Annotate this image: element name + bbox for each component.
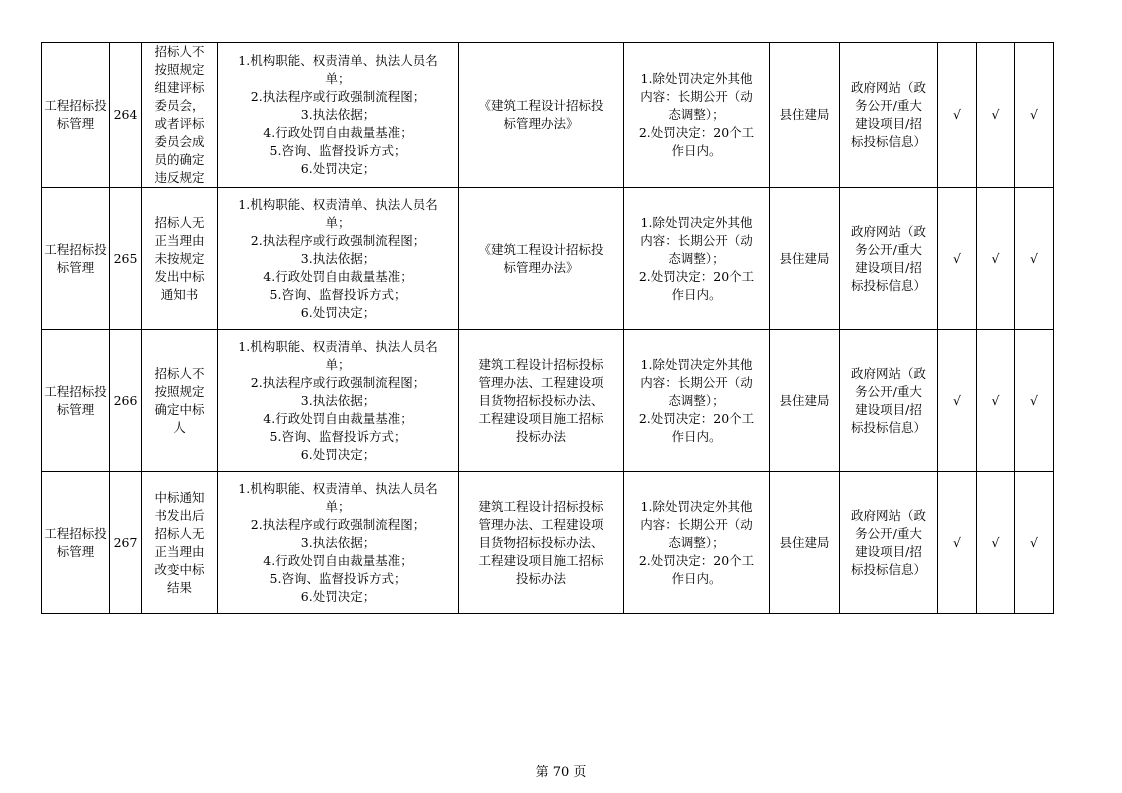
basis-cell xyxy=(459,188,624,330)
item-number: 266 xyxy=(113,392,138,408)
content-cell xyxy=(218,188,459,330)
check-cell xyxy=(1015,188,1054,330)
time-line: 作日内。 xyxy=(671,143,722,158)
time-line: 内容：长期公开（动 xyxy=(640,89,753,104)
time-line: 1.除处罚决定外其他 xyxy=(640,214,753,230)
check-cell xyxy=(938,330,977,472)
channel-line: 标投标信息） xyxy=(850,561,926,577)
channel-line: 务公开/重大 xyxy=(855,241,922,257)
item-line: 招标人无 xyxy=(154,214,205,230)
time-line: 1.除处罚决定外其他 xyxy=(640,71,753,86)
basis-line: 投标办法 xyxy=(515,570,566,586)
subject-text: 县住建局 xyxy=(779,250,830,266)
content-line: 4.行政处罚自由裁量基准； xyxy=(263,410,413,426)
check-cell xyxy=(1015,330,1054,472)
item-cell xyxy=(142,330,218,472)
item-line: 违反规定 xyxy=(154,170,205,185)
content-line: 1.机构职能、权责清单、执法人员名 xyxy=(238,196,438,212)
time-line: 2.处罚决定：20个工 xyxy=(638,410,755,426)
subject-text: 县住建局 xyxy=(779,534,830,550)
basis-line: 标管理办法》 xyxy=(503,116,579,131)
channel-line: 政府网站（政 xyxy=(850,223,926,239)
item-line: 改变中标 xyxy=(154,561,205,577)
content-line: 单； xyxy=(325,71,351,86)
number-cell xyxy=(110,472,142,614)
time-cell xyxy=(624,188,770,330)
check-mark: √ xyxy=(991,107,1000,122)
time-line: 内容：长期公开（动 xyxy=(640,374,753,390)
basis-line: 建筑工程设计招标投标 xyxy=(478,498,604,514)
basis-line: 《建筑工程设计招标投 xyxy=(478,98,604,113)
channel-line: 标投标信息） xyxy=(850,419,926,435)
time-line: 2.处罚决定：20个工 xyxy=(638,125,755,140)
content-line: 单； xyxy=(325,356,351,372)
content-line: 3.执法依据； xyxy=(300,107,376,122)
check-mark: √ xyxy=(953,107,961,122)
channel-line: 标投标信息） xyxy=(850,134,926,149)
category-text: 工程招标投标管理 xyxy=(44,525,107,559)
subject-cell xyxy=(770,188,840,330)
table-row xyxy=(42,330,1054,472)
channel-line: 建设项目/招 xyxy=(855,401,922,417)
time-cell xyxy=(624,472,770,614)
category-text: 工程招标投标管理 xyxy=(44,383,107,417)
check-mark: √ xyxy=(1030,534,1038,550)
content-line: 2.执法程序或行政强制流程图； xyxy=(250,516,426,532)
check-mark: √ xyxy=(991,250,1000,266)
disclosure-table xyxy=(41,42,1054,614)
check-mark: √ xyxy=(953,250,961,266)
time-line: 态调整）； xyxy=(668,107,725,122)
content-line: 3.执法依据； xyxy=(300,534,376,550)
time-line: 作日内。 xyxy=(671,286,722,302)
basis-line: 工程建设项目施工招标 xyxy=(478,552,604,568)
content-line: 3.执法依据； xyxy=(300,392,376,408)
item-line: 委员会成 xyxy=(154,134,205,149)
item-number: 267 xyxy=(113,534,138,550)
check-cell xyxy=(1015,472,1054,614)
item-line: 组建评标 xyxy=(154,80,205,95)
table-body xyxy=(42,43,1054,614)
item-line: 员的确定 xyxy=(154,152,205,167)
channel-line: 务公开/重大 xyxy=(855,383,922,399)
content-line: 6.处罚决定； xyxy=(300,161,376,176)
item-line: 正当理由 xyxy=(154,543,205,559)
time-line: 2.处罚决定：20个工 xyxy=(638,552,755,568)
subject-cell xyxy=(770,43,840,188)
page-number: 第 70 页 xyxy=(535,765,587,780)
content-line: 2.执法程序或行政强制流程图； xyxy=(250,232,426,248)
channel-cell xyxy=(840,330,938,472)
basis-cell xyxy=(459,43,624,188)
content-line: 4.行政处罚自由裁量基准； xyxy=(263,125,413,140)
content-cell xyxy=(218,330,459,472)
content-line: 6.处罚决定； xyxy=(300,446,376,462)
content-cell xyxy=(218,472,459,614)
time-line: 作日内。 xyxy=(671,428,722,444)
channel-line: 政府网站（政 xyxy=(850,507,926,523)
content-line: 单； xyxy=(325,498,351,514)
basis-line: 标管理办法》 xyxy=(503,259,579,275)
category-text: 工程招标投标管理 xyxy=(44,98,107,131)
number-cell xyxy=(110,188,142,330)
number-cell xyxy=(110,330,142,472)
content-line: 4.行政处罚自由裁量基准； xyxy=(263,268,413,284)
content-line: 5.咨询、监督投诉方式； xyxy=(269,143,407,158)
item-cell xyxy=(142,472,218,614)
channel-cell xyxy=(840,188,938,330)
item-line: 委员会， xyxy=(154,98,205,113)
item-cell xyxy=(142,43,218,188)
basis-cell xyxy=(459,472,624,614)
basis-line: 管理办法、工程建设项 xyxy=(478,516,604,532)
item-cell xyxy=(142,188,218,330)
item-line: 按照规定 xyxy=(154,383,205,399)
content-cell xyxy=(218,43,459,188)
item-line: 招标人无 xyxy=(154,525,205,541)
item-number: 264 xyxy=(113,107,138,122)
channel-line: 政府网站（政 xyxy=(850,365,926,381)
basis-line: 《建筑工程设计招标投 xyxy=(478,241,604,257)
subject-cell xyxy=(770,472,840,614)
check-cell xyxy=(977,330,1015,472)
table-row xyxy=(42,188,1054,330)
category-text: 工程招标投标管理 xyxy=(44,241,107,275)
basis-line: 工程建设项目施工招标 xyxy=(478,410,604,426)
check-mark: √ xyxy=(953,534,961,550)
category-cell xyxy=(42,472,110,614)
content-line: 5.咨询、监督投诉方式； xyxy=(269,570,407,586)
item-line: 正当理由 xyxy=(154,232,205,248)
content-line: 2.执法程序或行政强制流程图； xyxy=(250,374,426,390)
check-cell xyxy=(938,472,977,614)
check-cell xyxy=(977,188,1015,330)
subject-text: 县住建局 xyxy=(779,392,830,408)
time-line: 态调整）； xyxy=(668,392,725,408)
channel-line: 标投标信息） xyxy=(850,277,926,293)
content-line: 1.机构职能、权责清单、执法人员名 xyxy=(238,53,438,68)
content-line: 2.执法程序或行政强制流程图； xyxy=(250,89,426,104)
check-mark: √ xyxy=(1030,392,1038,408)
time-line: 1.除处罚决定外其他 xyxy=(640,498,753,514)
item-line: 通知书 xyxy=(160,286,199,302)
item-line: 招标人不 xyxy=(154,44,205,59)
item-line: 结果 xyxy=(166,579,192,595)
content-line: 4.行政处罚自由裁量基准； xyxy=(263,552,413,568)
basis-line: 建筑工程设计招标投标 xyxy=(478,356,604,372)
check-cell xyxy=(977,43,1015,188)
item-line: 发出中标 xyxy=(154,268,205,284)
item-line: 确定中标 xyxy=(154,401,205,417)
item-number: 265 xyxy=(113,250,138,266)
time-line: 态调整）； xyxy=(668,250,725,266)
content-line: 5.咨询、监督投诉方式； xyxy=(269,286,407,302)
check-mark: √ xyxy=(991,392,1000,408)
number-cell xyxy=(110,43,142,188)
subject-cell xyxy=(770,330,840,472)
item-line: 按照规定 xyxy=(154,62,205,77)
time-cell xyxy=(624,330,770,472)
item-line: 或者评标 xyxy=(154,116,205,131)
time-line: 内容：长期公开（动 xyxy=(640,232,753,248)
channel-cell xyxy=(840,43,938,188)
basis-line: 目货物招标投标办法、 xyxy=(478,392,604,408)
basis-cell xyxy=(459,330,624,472)
channel-cell xyxy=(840,472,938,614)
basis-line: 投标办法 xyxy=(515,428,566,444)
category-cell xyxy=(42,330,110,472)
time-cell xyxy=(624,43,770,188)
content-line: 1.机构职能、权责清单、执法人员名 xyxy=(238,338,438,354)
channel-line: 务公开/重大 xyxy=(855,98,922,113)
content-line: 1.机构职能、权责清单、执法人员名 xyxy=(238,480,438,496)
item-line: 未按规定 xyxy=(154,250,205,266)
check-mark: √ xyxy=(1030,250,1038,266)
check-cell xyxy=(938,43,977,188)
item-line: 招标人不 xyxy=(154,365,205,381)
basis-line: 管理办法、工程建设项 xyxy=(478,374,604,390)
channel-line: 政府网站（政 xyxy=(850,80,926,95)
check-cell xyxy=(977,472,1015,614)
time-line: 作日内。 xyxy=(671,570,722,586)
content-line: 5.咨询、监督投诉方式； xyxy=(269,428,407,444)
check-cell xyxy=(938,188,977,330)
check-mark: √ xyxy=(953,392,961,408)
item-line: 书发出后 xyxy=(154,507,205,523)
check-cell xyxy=(1015,43,1054,188)
item-line: 中标通知 xyxy=(154,489,205,505)
time-line: 态调整）； xyxy=(668,534,725,550)
category-cell xyxy=(42,188,110,330)
content-line: 6.处罚决定； xyxy=(300,304,376,320)
category-cell xyxy=(42,43,110,188)
item-line: 人 xyxy=(173,419,186,435)
subject-text: 县住建局 xyxy=(779,107,830,122)
table-row xyxy=(42,472,1054,614)
content-line: 单； xyxy=(325,214,351,230)
channel-line: 务公开/重大 xyxy=(855,525,922,541)
time-line: 1.除处罚决定外其他 xyxy=(640,356,753,372)
content-line: 3.执法依据； xyxy=(300,250,376,266)
channel-line: 建设项目/招 xyxy=(855,259,922,275)
channel-line: 建设项目/招 xyxy=(855,543,922,559)
table-row xyxy=(42,43,1054,188)
time-line: 内容：长期公开（动 xyxy=(640,516,753,532)
time-line: 2.处罚决定：20个工 xyxy=(638,268,755,284)
check-mark: √ xyxy=(1030,107,1038,122)
content-line: 6.处罚决定； xyxy=(300,588,376,604)
basis-line: 目货物招标投标办法、 xyxy=(478,534,604,550)
channel-line: 建设项目/招 xyxy=(855,116,922,131)
check-mark: √ xyxy=(991,534,1000,550)
